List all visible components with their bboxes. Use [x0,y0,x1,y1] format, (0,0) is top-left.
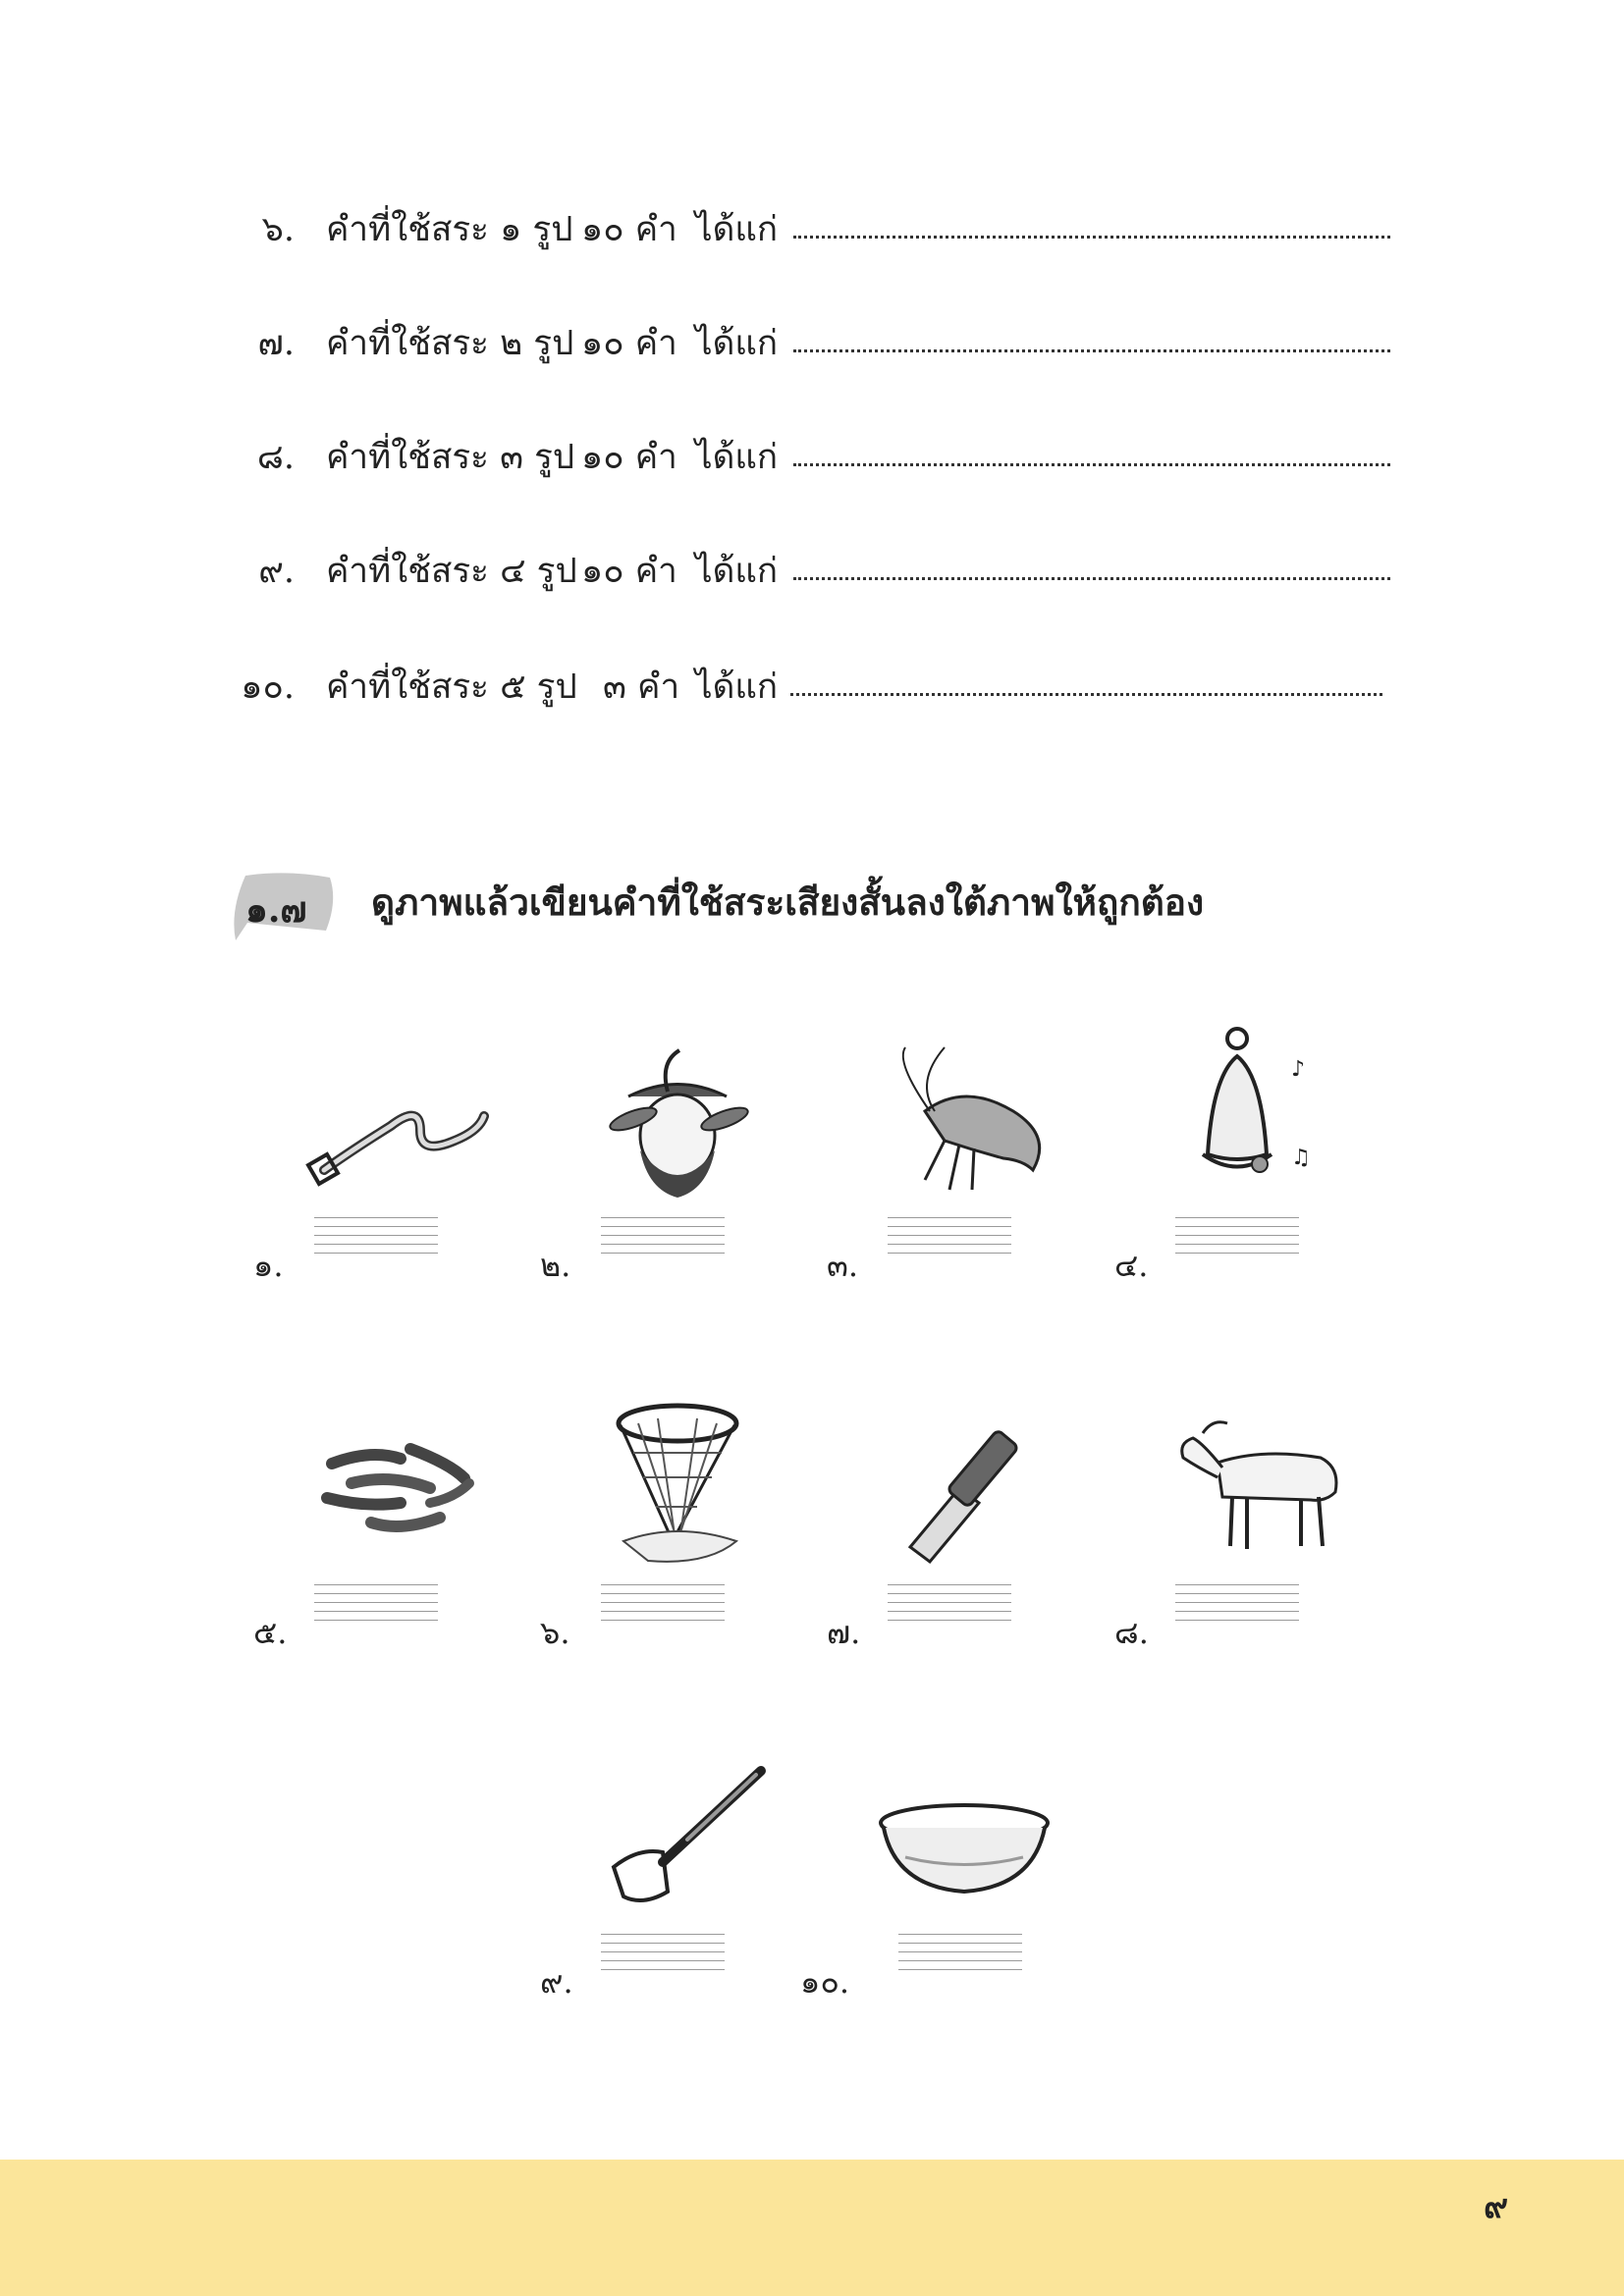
footer-band [0,2160,1624,2296]
spatula-icon [569,1759,785,1926]
answer-line[interactable] [793,577,1390,580]
question-8 [0,430,1624,489]
page-number: ๙ [1484,2187,1508,2226]
picture-item-3 [827,1042,1121,1298]
svg-text:♪: ♪ [1291,1057,1306,1082]
picture-item-9 [540,1759,835,2014]
section-number: ๑.๗ [245,889,307,931]
question-6 [0,202,1624,261]
item-number: ๑. [253,1247,284,1284]
question-text: คำที่ใช้สระ ๑ รูป [326,210,573,249]
item-number: ๑๐. [800,1963,850,2001]
question-number: ๑๐. [241,667,295,707]
picture-item-10 [800,1759,1095,2014]
question-count: ๓ คำ [603,667,680,707]
question-text: คำที่ใช้สระ ๕ รูป [326,667,577,707]
shrimp-icon [856,1042,1072,1209]
question-ending: ได้แก่ [695,438,779,477]
question-ending: ได้แก่ [695,552,779,591]
question-number: ๘. [256,438,295,477]
chisel-icon [856,1410,1072,1576]
question-text: คำที่ใช้สระ ๒ รูป [326,324,574,363]
answer-line[interactable] [793,463,1390,466]
question-number: ๙. [258,552,295,591]
answer-line[interactable] [793,349,1390,352]
item-number: ๔. [1114,1247,1149,1284]
answer-lines[interactable] [888,1217,1011,1260]
picture-item-2 [540,1042,835,1298]
answer-lines[interactable] [601,1217,725,1260]
answer-lines[interactable] [1175,1584,1299,1628]
answer-line[interactable] [793,236,1390,239]
question-ending: ได้แก่ [695,324,779,363]
question-9 [0,544,1624,603]
picture-item-1 [253,1042,548,1298]
item-number: ๘. [1114,1614,1149,1651]
item-number: ๓. [827,1247,859,1284]
goat-icon [1144,1384,1360,1580]
question-text: คำที่ใช้สระ ๔ รูป [326,552,577,591]
item-number: ๖. [540,1614,570,1651]
answer-lines[interactable] [898,1934,1022,1977]
picture-item-8 [1114,1384,1409,1651]
question-count: ๑๐ คำ [581,552,677,591]
fishing-net-icon [569,1384,785,1580]
belt-icon [283,1042,499,1209]
question-7 [0,316,1624,375]
question-text: คำที่ใช้สระ ๓ รูป [326,438,575,477]
warrior-head-icon [569,1042,785,1209]
basin-icon [856,1759,1072,1926]
svg-text:♫: ♫ [1291,1146,1311,1170]
answer-lines[interactable] [314,1584,438,1628]
question-number: ๖. [261,210,295,249]
question-count: ๑๐ คำ [581,210,677,249]
picture-item-6 [540,1384,835,1651]
picture-item-4 [1114,1017,1409,1284]
answer-lines[interactable] [888,1584,1011,1628]
question-number: ๗. [257,324,295,363]
answer-lines[interactable] [1175,1217,1299,1260]
answer-lines[interactable] [601,1584,725,1628]
item-number: ๒. [540,1247,571,1284]
question-ending: ได้แก่ [695,210,779,249]
section-title: ดูภาพแล้วเขียนคำที่ใช้สระเสียงสั้นลงใต้ภาพให้ถูกต้อง [371,881,1205,924]
answer-lines[interactable] [601,1934,725,1977]
answer-line[interactable] [790,693,1382,696]
answer-lines[interactable] [314,1217,438,1260]
item-number: ๗. [827,1614,861,1651]
question-count: ๑๐ คำ [581,324,677,363]
item-number: ๕. [253,1614,288,1651]
picture-item-5 [253,1410,548,1665]
item-number: ๙. [540,1963,573,2001]
question-ending: ได้แก่ [695,667,779,707]
question-count: ๑๐ คำ [581,438,677,477]
question-10 [0,660,1624,719]
bell-icon [1144,1017,1360,1203]
picture-item-7 [827,1410,1121,1665]
chili-peppers-icon [283,1410,499,1576]
